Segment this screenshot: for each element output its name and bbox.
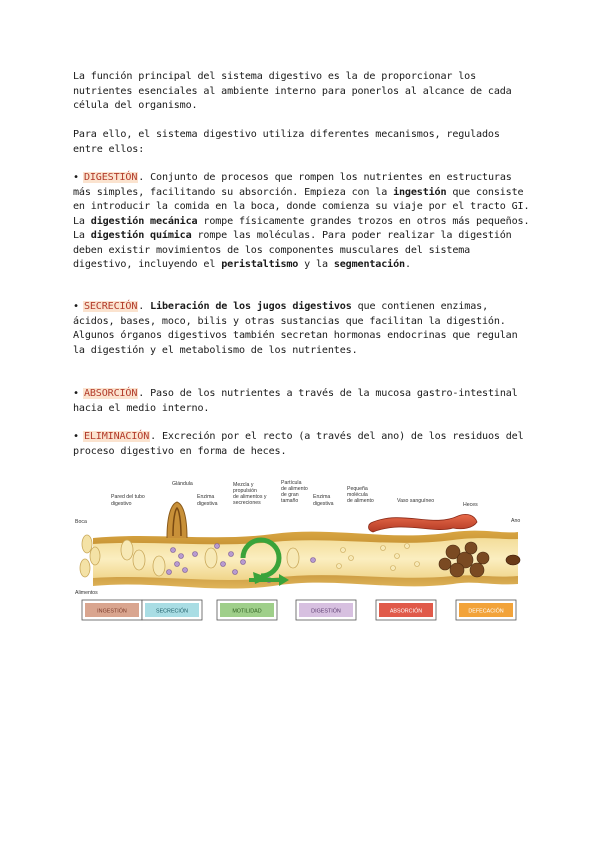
digestive-tract-diagram	[73, 476, 525, 628]
label-mezcla-1: Mezcla y	[233, 482, 254, 488]
digestion-text: rompe físicamente grandes trozos en otros más pequeños. La	[73, 215, 530, 241]
bold-ingestion: ingestión	[393, 186, 447, 198]
intro-text: La función principal del sistema digestivo es la de proporcionar los nutrientes esenciales al ambiente interno para ponerlos al alcance de cada célula del organismo.	[73, 71, 512, 111]
label-enzima2-1: Enzima	[313, 494, 331, 500]
digestion-text: rompe las moléculas. Para poder realizar la digestión deben existir movimientos de los componentes musculares del sistema digestivo, incluyendo el	[73, 230, 512, 270]
term-absorcion: ABSORCIÓN	[83, 388, 138, 399]
secrecion-bullet	[73, 300, 533, 358]
legend-label: MOTILIDAD	[232, 608, 262, 615]
legend-label: INGESTIÓN	[97, 608, 127, 615]
mechanisms-paragraph	[73, 128, 533, 157]
secrecion-text: que contienen enzimas, ácidos, bases, moco, bilis y otras sustancias que facilitan la digestión. Algunos órganos digestivos también secretan hormonas endocrinas que regulan la digestión y el metabolismo de los nutrientes.	[73, 301, 518, 356]
label-heces: Heces	[463, 502, 478, 508]
legend-item-5	[456, 600, 516, 620]
absorcion-text: . Paso de los nutrientes a través de la mucosa gastro-intestinal hacia el medio interno.	[73, 388, 518, 414]
bold-segmentacion: segmentación	[333, 259, 405, 270]
food-item	[90, 547, 100, 565]
legend-item-0	[82, 600, 142, 620]
bold-jugos-digestivos: Liberación de los jugos digestivos	[150, 301, 352, 312]
label-glandula: Glándula	[172, 481, 193, 487]
term-digestion: DIGESTIÓN	[83, 172, 138, 183]
food-item	[82, 535, 92, 553]
label-pequena-2: molécula	[347, 492, 368, 498]
legend-item-3	[296, 600, 356, 620]
food-item	[205, 548, 217, 568]
label-pared-2: digestivo	[111, 501, 132, 507]
legend-label: SECRECIÓN	[155, 608, 189, 615]
label-vaso: Vaso sanguíneo	[397, 498, 435, 504]
eliminacion-bullet	[73, 430, 533, 459]
food-item	[80, 559, 90, 577]
label-enzima-1: Enzima	[197, 494, 215, 500]
food-item	[133, 550, 145, 570]
mechanisms-text: Para ello, el sistema digestivo utiliza diferentes mecanismos, regulados entre ellos:	[73, 129, 500, 155]
label-pared-1: Pared del tubo	[111, 494, 145, 500]
legend-item-1	[142, 600, 202, 620]
label-enzima2-2: digestiva	[313, 501, 334, 507]
label-mezcla-2: propulsión	[233, 488, 257, 494]
bullet-marker: •	[73, 301, 79, 312]
label-alimentos: Alimentos	[75, 590, 98, 596]
label-particula-1: Partícula	[281, 480, 302, 486]
digestion-text: y la	[298, 259, 334, 270]
legend-label: DEFECACIÓN	[468, 608, 504, 615]
bold-peristaltismo: peristaltismo	[221, 259, 299, 270]
expelled-feces	[506, 555, 520, 565]
legend-item-4	[376, 600, 436, 620]
label-mezcla-4: secreciones	[233, 500, 261, 506]
bullet-marker: •	[73, 388, 79, 399]
eliminacion-text: . Excreción por el recto (a través del ano) de los residuos del proceso digestivo en forma de heces.	[73, 431, 524, 457]
food-item	[287, 548, 299, 568]
legend-item-2	[217, 600, 277, 620]
label-particula-3: de gran	[281, 492, 299, 498]
digestion-bullet	[73, 171, 533, 273]
term-secrecion: SECRECIÓN	[83, 301, 138, 312]
label-particula-2: de alimento	[281, 486, 308, 492]
bullet-marker: •	[73, 431, 79, 442]
legend-label: ABSORCIÓN	[389, 608, 423, 615]
secrecion-text: .	[138, 301, 151, 312]
digestion-text: que consiste en introducir la comida en la boca, donde comienza su viaje por el tracto GI. La	[73, 186, 530, 227]
label-pequena-1: Pequeña	[347, 486, 368, 492]
digestive-tract-figure	[73, 476, 525, 628]
label-boca: Boca	[75, 519, 87, 525]
digestion-text: .	[404, 259, 411, 270]
label-particula-4: tamaño	[281, 498, 299, 504]
bold-digestion-mecanica: digestión mecánica	[90, 215, 198, 227]
bullet-marker: •	[73, 172, 79, 183]
bold-digestion-quimica: digestión química	[90, 230, 192, 241]
absorcion-bullet	[73, 387, 533, 416]
food-item	[153, 556, 165, 576]
label-mezcla-3: de alimentos y	[233, 494, 267, 500]
term-eliminacion: ELIMINACIÓN	[83, 431, 150, 442]
legend-label: DIGESTIÓN	[311, 608, 341, 615]
digestion-text: . Conjunto de procesos que rompen los nutrientes en estructuras más simples, facilitando su absorción. Empieza con la	[73, 172, 512, 198]
food-item	[121, 540, 133, 560]
label-pequena-3: de alimento	[347, 498, 374, 504]
label-enzima-2: digestiva	[197, 501, 218, 507]
intro-paragraph	[73, 70, 533, 114]
label-ano: Ano	[511, 518, 521, 524]
